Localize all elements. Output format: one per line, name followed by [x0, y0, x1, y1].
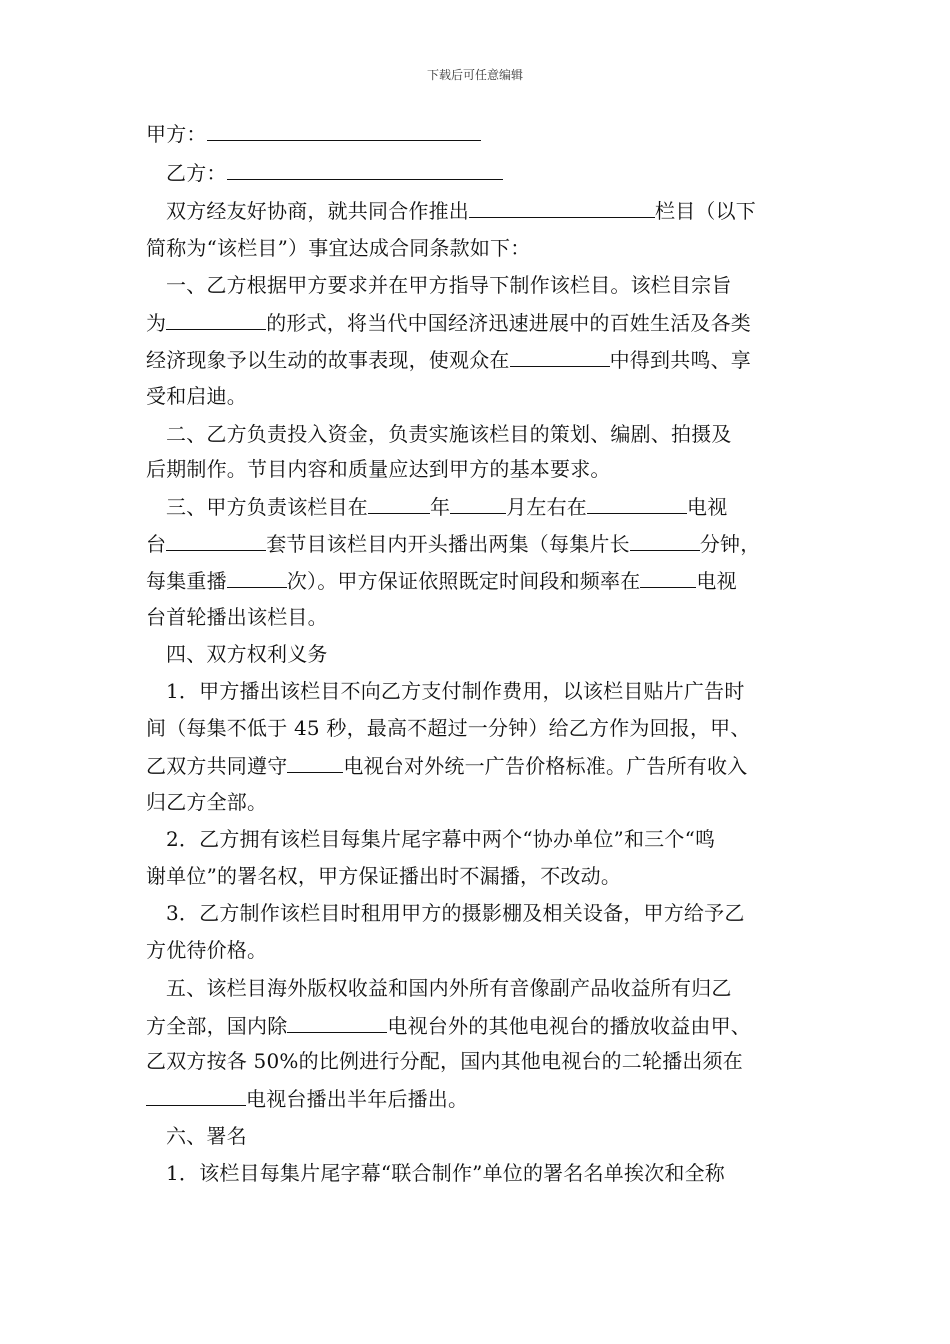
blank-year[interactable]: [368, 493, 430, 514]
blank-channel[interactable]: [166, 530, 266, 551]
blank-reruns[interactable]: [227, 567, 287, 588]
clause-6-heading: 六、署名: [166, 1124, 247, 1148]
clause-4-1-line: 间（每集不低于 45 秒，最高不超过一分钟）给乙方作为回报，甲、: [146, 716, 751, 740]
clause-4-2-line: 2．乙方拥有该栏目每集片尾字幕中两个“协办单位”和三个“鸣: [166, 827, 716, 851]
blank-tv-station[interactable]: [287, 752, 343, 773]
clause-1-line: 受和启迪。: [146, 384, 247, 408]
clause-4-1-line: 1．甲方播出该栏目不向乙方支付制作费用，以该栏目贴片广告时: [166, 679, 745, 703]
blank-tv-station[interactable]: [287, 1012, 387, 1033]
blank-tv-station[interactable]: [146, 1085, 246, 1106]
clause-4-1-line: 归乙方全部。: [146, 790, 268, 814]
blank-tv-station[interactable]: [640, 567, 696, 588]
blank-party-a[interactable]: [207, 120, 481, 141]
clause-5-line: 乙双方按各 50%的比例进行分配，国内其他电视台的二轮播出须在: [146, 1049, 744, 1073]
clause-3-line: 三、甲方负责该栏目在 年 月左右在 电视: [166, 495, 728, 519]
clause-5-line: 电视台播出半年后播出。: [146, 1085, 468, 1112]
blank-form[interactable]: [166, 309, 266, 330]
clause-3-line: 每集重播 次）。甲方保证依照既定时间段和频率在 电视: [146, 569, 737, 593]
blank-party-b[interactable]: [227, 159, 503, 180]
clause-4-2-line: 谢单位”的署名权，甲方保证播出时不漏播，不改动。: [146, 864, 622, 888]
clause-4-heading: 四、双方权利义务: [166, 642, 328, 666]
blank-column-name[interactable]: [469, 197, 655, 218]
page-header: 下载后可任意编辑: [426, 68, 523, 82]
clause-1-line: 为 的形式，将当代中国经济迅速进展中的百姓生活及各类: [146, 311, 752, 335]
clause-2-line: 二、乙方负责投入资金，负责实施该栏目的策划、编剧、拍摄及: [166, 422, 732, 446]
clause-1-line: 一、乙方根据甲方要求并在甲方指导下制作该栏目。该栏目宗旨: [166, 273, 732, 297]
clause-2-line: 后期制作。节目内容和质量应达到甲方的基本要求。: [146, 457, 611, 481]
clause-5-line: 方全部，国内除 电视台外的其他电视台的播放收益由甲、: [146, 1014, 752, 1038]
clause-5-line: 五、该栏目海外版权收益和国内外所有音像副产品收益所有归乙: [166, 976, 732, 1000]
clause-4-3-line: 3．乙方制作该栏目时租用甲方的摄影棚及相关设备，甲方给予乙: [166, 901, 745, 925]
paragraph-line: 简称为“该栏目”）事宜达成合同条款如下：: [146, 236, 531, 260]
blank-minutes[interactable]: [630, 530, 700, 551]
clause-3-line: 台首轮播出该栏目。: [146, 605, 328, 629]
clause-6-1-line: 1．该栏目每集片尾字幕“联合制作”单位的署名名单挨次和全称: [166, 1161, 725, 1185]
party-b-line: 乙方：: [166, 159, 503, 186]
clause-1-line: 经济现象予以生动的故事表现，使观众在 中得到共鸣、享: [146, 348, 752, 372]
blank-month[interactable]: [450, 493, 506, 514]
clause-4-1-line: 乙双方共同遵守 电视台对外统一广告价格标准。广告所有收入: [146, 754, 748, 778]
blank-tv-station[interactable]: [587, 493, 687, 514]
clause-3-line: 台 套节目该栏目内开头播出两集（每集片长 分钟，: [146, 532, 761, 556]
clause-4-3-line: 方优待价格。: [146, 938, 268, 962]
paragraph-line: 双方经友好协商，就共同合作推出 栏目（以下: [166, 199, 756, 223]
party-a-line: 甲方：: [146, 120, 481, 147]
blank-context[interactable]: [510, 346, 610, 367]
